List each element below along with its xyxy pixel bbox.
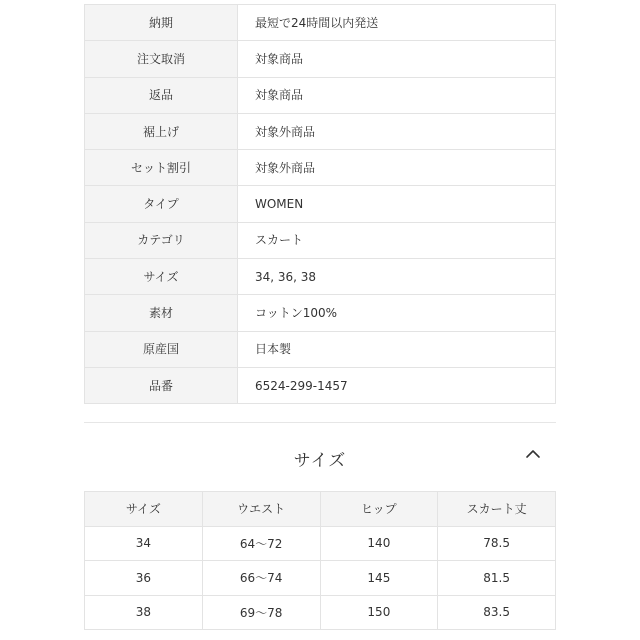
- spec-label: 素材: [85, 295, 238, 331]
- spec-row-delivery: [85, 5, 556, 41]
- spec-label: セット割引: [85, 150, 238, 186]
- spec-value: 6524-299-1457: [238, 367, 556, 403]
- cell-waist: 69〜78: [202, 595, 320, 630]
- cell-hip: 140: [320, 526, 438, 561]
- spec-value: 対象外商品: [238, 113, 556, 149]
- spec-value: スカート: [238, 222, 556, 258]
- spec-label: 納期: [85, 5, 238, 41]
- cell-skirt-length: 83.5: [438, 595, 556, 630]
- cell-waist: 64〜72: [202, 526, 320, 561]
- spec-row-origin: [85, 331, 556, 367]
- spec-row-size: [85, 259, 556, 295]
- spec-label: サイズ: [85, 259, 238, 295]
- column-header-waist: ウエスト: [202, 492, 320, 527]
- spec-value: コットン100%: [238, 295, 556, 331]
- cell-hip: 150: [320, 595, 438, 630]
- spec-label: タイプ: [85, 186, 238, 222]
- spec-value: 対象商品: [238, 77, 556, 113]
- section-divider: [84, 422, 556, 423]
- cell-size: 38: [85, 595, 203, 630]
- size-chart-header-row: [85, 492, 556, 527]
- cell-waist: 66〜74: [202, 561, 320, 596]
- chevron-up-icon[interactable]: [522, 444, 544, 464]
- spec-row-hemming: [85, 113, 556, 149]
- spec-value: 最短で24時間以内発送: [238, 5, 556, 41]
- cell-skirt-length: 78.5: [438, 526, 556, 561]
- cell-hip: 145: [320, 561, 438, 596]
- spec-row-type: [85, 186, 556, 222]
- spec-row-category: [85, 222, 556, 258]
- cell-size: 34: [85, 526, 203, 561]
- column-header-size: サイズ: [85, 492, 203, 527]
- spec-label: 注文取消: [85, 41, 238, 77]
- size-chart-table: [84, 491, 556, 630]
- spec-value: 対象商品: [238, 41, 556, 77]
- cell-skirt-length: 81.5: [438, 561, 556, 596]
- spec-label: 返品: [85, 77, 238, 113]
- spec-value: 対象外商品: [238, 150, 556, 186]
- spec-row-return: [85, 77, 556, 113]
- column-header-skirt-length: スカート丈: [438, 492, 556, 527]
- table-row: [85, 526, 556, 561]
- spec-row-cancel: [85, 41, 556, 77]
- spec-row-product-number: [85, 367, 556, 403]
- spec-label: カテゴリ: [85, 222, 238, 258]
- spec-value: WOMEN: [238, 186, 556, 222]
- spec-label: 裾上げ: [85, 113, 238, 149]
- table-row: [85, 561, 556, 596]
- spec-value: 日本製: [238, 331, 556, 367]
- cell-size: 36: [85, 561, 203, 596]
- product-spec-table: [84, 4, 556, 404]
- column-header-hip: ヒップ: [320, 492, 438, 527]
- spec-row-set-discount: [85, 150, 556, 186]
- spec-label: 品番: [85, 367, 238, 403]
- spec-row-material: [85, 295, 556, 331]
- spec-label: 原産国: [85, 331, 238, 367]
- spec-value: 34, 36, 38: [238, 259, 556, 295]
- table-row: [85, 595, 556, 630]
- size-section-title: サイズ: [293, 451, 347, 471]
